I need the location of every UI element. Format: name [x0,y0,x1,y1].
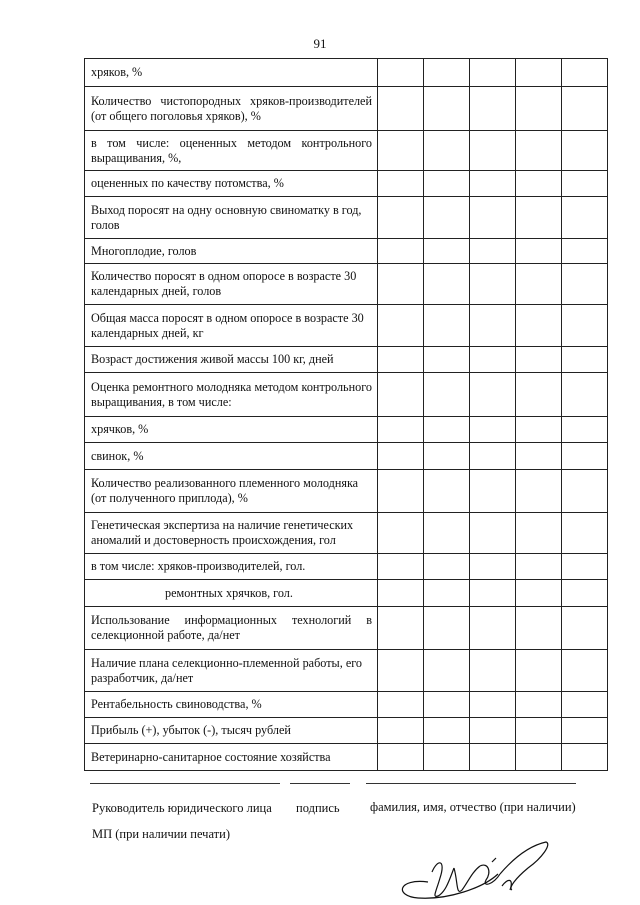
table-cell [470,239,516,264]
table-row [85,513,608,554]
table-cell [470,87,516,131]
row-label: Количество поросят в одном опоросе в возрасте 30 календарных дней, голов [85,264,378,305]
table-row [85,580,608,607]
table-row [85,347,608,373]
table-cell [516,443,562,470]
row-label: Возраст достижения живой массы 100 кг, дней [85,347,378,373]
table-cell [424,264,470,305]
table-row [85,470,608,513]
table-cell [378,580,424,607]
table-cell [562,470,608,513]
table-cell [562,650,608,692]
table-row [85,718,608,744]
table-cell [562,264,608,305]
table-cell [470,580,516,607]
table-cell [516,650,562,692]
table-cell [562,347,608,373]
table-cell [424,417,470,443]
table-cell [470,744,516,771]
table-cell [516,239,562,264]
table-cell [378,443,424,470]
table-cell [424,373,470,417]
table-cell [516,580,562,607]
handwritten-signature [388,838,568,902]
table-cell [424,470,470,513]
row-label: Многоплодие, голов [85,239,378,264]
table-cell [562,692,608,718]
table-cell [516,513,562,554]
table-cell [470,692,516,718]
indicators-table [84,58,608,771]
head-name-line [90,783,280,784]
table-cell [424,650,470,692]
row-label: Рентабельность свиноводства, % [85,692,378,718]
table-cell [470,513,516,554]
table-cell [470,131,516,171]
table-cell [562,417,608,443]
table-row [85,239,608,264]
table-cell [424,131,470,171]
table-cell [470,305,516,347]
table-cell [470,470,516,513]
table-cell [424,197,470,239]
table-cell [378,718,424,744]
table-cell [562,513,608,554]
table-cell [378,744,424,771]
table-cell [378,264,424,305]
table-cell [378,131,424,171]
table-cell [424,87,470,131]
table-cell [378,554,424,580]
table-cell [424,513,470,554]
row-label: в том числе: хряков-производителей, гол. [85,554,378,580]
signature-label: подпись [296,801,340,815]
table-cell [562,305,608,347]
table-cell [562,607,608,650]
table-cell [378,513,424,554]
row-label: Количество реализованного племенного молодняка (от полученного приплода), % [85,470,378,513]
row-label: Генетическая экспертиза на наличие генетических аномалий и достоверность происхождения, гол [85,513,378,554]
head-label: Руководитель юридического лица [92,801,272,815]
table-cell [516,347,562,373]
table-cell [424,580,470,607]
table-row [85,650,608,692]
table-cell [378,470,424,513]
table-row [85,554,608,580]
signature-line [290,783,350,784]
table-row [85,373,608,417]
table-cell [470,347,516,373]
table-cell [562,718,608,744]
table-cell [470,607,516,650]
table-cell [424,305,470,347]
table-cell [470,264,516,305]
table-cell [470,417,516,443]
table-cell [378,239,424,264]
row-label: Использование информационных технологий в селекционной работе, да/нет [85,607,378,650]
row-label: в том числе: оцененных методом контрольного выращивания, %, [85,131,378,171]
row-label: свинок, % [85,443,378,470]
table-cell [378,417,424,443]
row-label: Оценка ремонтного молодняка методом контрольного выращивания, в том числе: [85,373,378,417]
table-cell [562,239,608,264]
table-row [85,171,608,197]
table-cell [470,373,516,417]
table-cell [516,607,562,650]
stamp-label: МП (при наличии печати) [92,827,231,841]
full-name-line [366,783,576,784]
table-cell [562,197,608,239]
table-cell [378,650,424,692]
table-cell [378,171,424,197]
table-cell [378,692,424,718]
table-cell [516,305,562,347]
table-cell [562,443,608,470]
row-label: хряков, % [85,59,378,87]
table-row [85,87,608,131]
table-cell [516,554,562,580]
table-row [85,131,608,171]
table-cell [562,373,608,417]
table-cell [516,59,562,87]
table-cell [516,417,562,443]
table-cell [562,59,608,87]
table-row [85,607,608,650]
row-label: Количество чистопородных хряков-производителей (от общего поголовья хряков), % [85,87,378,131]
table-cell [562,87,608,131]
table-cell [470,59,516,87]
table-cell [516,373,562,417]
page-number: 91 [313,36,327,51]
table-cell [470,554,516,580]
row-label: оцененных по качеству потомства, % [85,171,378,197]
table-cell [516,744,562,771]
table-cell [378,373,424,417]
table-cell [378,607,424,650]
table-cell [562,131,608,171]
table-cell [516,171,562,197]
table-cell [424,59,470,87]
row-label: Ветеринарно-санитарное состояние хозяйства [85,744,378,771]
table-row [85,59,608,87]
table-row [85,305,608,347]
table-cell [516,197,562,239]
table-cell [562,554,608,580]
table-row [85,197,608,239]
table-cell [424,443,470,470]
row-label: Прибыль (+), убыток (-), тысяч рублей [85,718,378,744]
row-label: Общая масса поросят в одном опоросе в возрасте 30 календарных дней, кг [85,305,378,347]
row-label: хрячков, % [85,417,378,443]
table-cell [424,239,470,264]
table-cell [424,347,470,373]
table-cell [378,59,424,87]
table-cell [378,197,424,239]
table-cell [470,197,516,239]
table-row [85,264,608,305]
table-cell [378,87,424,131]
table-cell [470,443,516,470]
table-row [85,744,608,771]
full-name-label: фамилия, имя, отчество (при наличии) [370,800,576,814]
table-cell [378,305,424,347]
table-cell [424,554,470,580]
table-cell [562,744,608,771]
table-row [85,443,608,470]
table-cell [424,607,470,650]
table-cell [516,131,562,171]
table-cell [562,580,608,607]
table-row [85,692,608,718]
table-cell [424,692,470,718]
table-cell [516,87,562,131]
row-label: Наличие плана селекционно-племенной работы, его разработчик, да/нет [85,650,378,692]
table-cell [378,347,424,373]
row-label: Выход поросят на одну основную свиноматку в год, голов [85,197,378,239]
table-cell [562,171,608,197]
table-cell [516,264,562,305]
table-cell [424,744,470,771]
row-label: ремонтных хрячков, гол. [85,580,378,607]
table-row [85,417,608,443]
table-cell [516,470,562,513]
table-cell [424,718,470,744]
table-cell [516,718,562,744]
table-cell [470,718,516,744]
table-cell [424,171,470,197]
table-cell [470,650,516,692]
table-cell [470,171,516,197]
table-cell [516,692,562,718]
